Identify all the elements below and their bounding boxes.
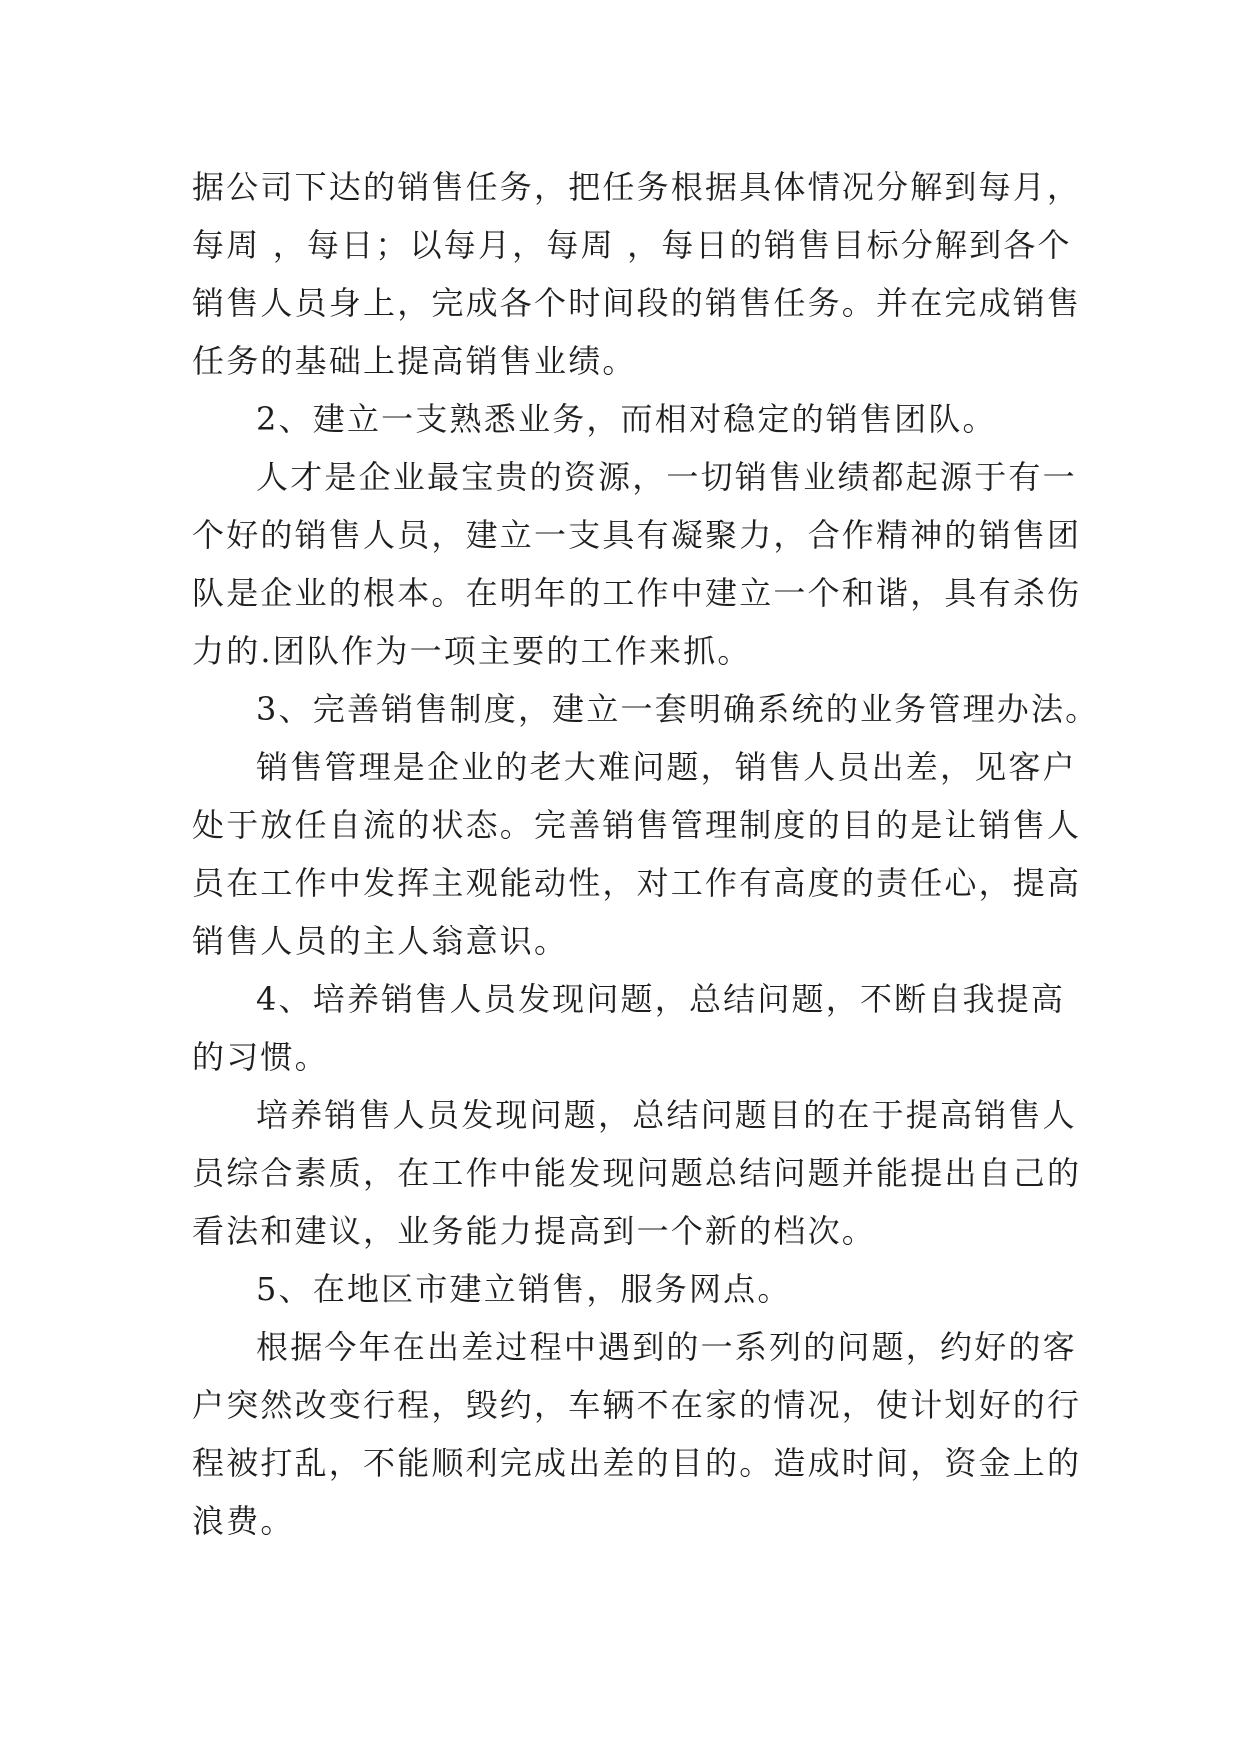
- section-heading-2: 2、建立一支熟悉业务，而相对稳定的销售团队。: [256, 400, 997, 438]
- body-text: [192, 158, 1100, 1550]
- text-line: 程被打乱，不能顺利完成出差的目的。造成时间，资金上的: [192, 1444, 1082, 1482]
- text-line: 员在工作中发挥主观能动性，对工作有高度的责任心，提高: [192, 864, 1082, 902]
- text-line: 力的.团队作为一项主要的工作来抓。: [192, 632, 752, 670]
- text-line: 根据今年在出差过程中遇到的一系列的问题，约好的客: [256, 1328, 1077, 1366]
- text-line: 的习惯。: [192, 1038, 329, 1076]
- section-heading-5: 5、在地区市建立销售，服务网点。: [256, 1270, 792, 1308]
- text-line: 培养销售人员发现问题，总结问题目的在于提高销售人: [256, 1096, 1077, 1134]
- section-heading-3: 3、完善销售制度，建立一套明确系统的业务管理办法。: [256, 690, 1100, 728]
- section-heading-4: 4、培养销售人员发现问题，总结问题，不断自我提高: [256, 980, 1066, 1018]
- text-line: 销售管理是企业的老大难问题，销售人员出差，见客户: [256, 748, 1077, 786]
- text-line: 销售人员身上，完成各个时间段的销售任务。并在完成销售: [192, 284, 1082, 322]
- text-line: 销售人员的主人翁意识。: [192, 922, 569, 960]
- text-line: 个好的销售人员，建立一支具有凝聚力，合作精神的销售团: [192, 516, 1082, 554]
- text-line: 任务的基础上提高销售业绩。: [192, 342, 637, 380]
- text-line: 每周 ，每日；以每月，每周 ，每日的销售目标分解到各个: [192, 226, 1072, 264]
- text-line: 人才是企业最宝贵的资源，一切销售业绩都起源于有一: [256, 458, 1077, 496]
- text-line: 看法和建议，业务能力提高到一个新的档次。: [192, 1212, 877, 1250]
- text-line: 队是企业的根本。在明年的工作中建立一个和谐，具有杀伤: [192, 574, 1082, 612]
- text-line: 处于放任自流的状态。完善销售管理制度的目的是让销售人: [192, 806, 1082, 844]
- text-line: 据公司下达的销售任务，把任务根据具体情况分解到每月，: [192, 168, 1082, 206]
- text-line: 户突然改变行程，毁约，车辆不在家的情况，使计划好的行: [192, 1386, 1082, 1424]
- text-line: 员综合素质，在工作中能发现问题总结问题并能提出自己的: [192, 1154, 1082, 1192]
- text-line: 浪费。: [192, 1502, 295, 1540]
